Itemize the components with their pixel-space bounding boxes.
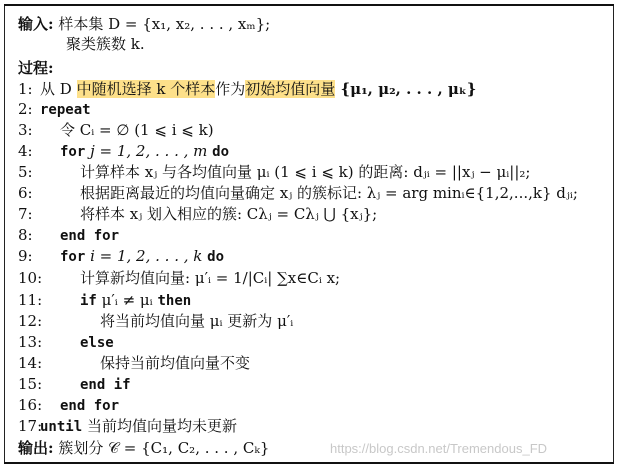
step-text: 计算样本 xⱼ 与各均值向量 μᵢ (1 ⩽ i ⩽ k) 的距离: dⱼᵢ = ||xⱼ − μᵢ||₂;	[80, 163, 531, 181]
step-6	[18, 183, 578, 203]
step-text: 将当前均值向量 μᵢ 更新为 μ′ᵢ	[100, 312, 294, 330]
keyword: end for	[60, 398, 120, 414]
step-13	[18, 332, 114, 353]
process-line	[18, 58, 54, 78]
step-5	[18, 162, 530, 182]
step-text: μ′ᵢ ≠ μᵢ	[101, 291, 153, 309]
keyword: for	[60, 249, 86, 265]
step-8	[18, 225, 119, 246]
line-number: 4:	[18, 142, 33, 160]
line-number: 10:	[18, 269, 43, 287]
highlight-1: 中随机选择 k 个样本	[76, 80, 216, 98]
step-text: 作为	[215, 80, 246, 98]
input-label: 输入:	[18, 15, 54, 33]
step-2	[18, 99, 91, 120]
line-number: 12:	[18, 312, 43, 330]
keyword: for	[60, 144, 86, 160]
step-text: 从 D	[40, 80, 77, 98]
line-number: 9:	[18, 247, 33, 265]
keyword: end if	[80, 377, 131, 393]
highlight-2: 初始均值向量	[245, 80, 336, 98]
step-12	[18, 311, 293, 331]
input-line	[18, 14, 270, 34]
line-number: 14:	[18, 354, 43, 372]
step-text: 计算新均值向量: μ′ᵢ = 1/|Cᵢ| ∑x∈Cᵢ x;	[80, 269, 341, 287]
line-number: 17:	[18, 417, 43, 435]
step-text: 当前均值向量均未更新	[86, 417, 237, 435]
bottom-rule	[4, 462, 614, 464]
step-11	[18, 290, 191, 311]
top-rule	[4, 4, 614, 6]
keyword: do	[212, 144, 230, 160]
line-number: 15:	[18, 375, 43, 393]
output-label: 输出:	[18, 439, 54, 457]
keyword: then	[157, 293, 192, 309]
line-number: 8:	[18, 226, 33, 244]
line-number: 7:	[18, 205, 33, 223]
step-4	[18, 141, 229, 162]
keyword: if	[80, 293, 97, 309]
line-number: 6:	[18, 184, 33, 202]
input-line-2	[66, 34, 145, 54]
keyword: repeat	[40, 102, 91, 118]
keyword: else	[80, 335, 114, 351]
input-text: 样本集 D = {x₁, x₂, . . . , xₘ};	[58, 15, 271, 33]
step-15	[18, 374, 131, 395]
step-text: 将样本 xⱼ 划入相应的簇: Cλⱼ = Cλⱼ ⋃ {xⱼ};	[80, 205, 378, 223]
watermark: https://blog.csdn.net/Tremendous_FD	[330, 441, 548, 456]
step-3	[18, 120, 214, 140]
step-10	[18, 268, 340, 288]
step-16	[18, 395, 119, 416]
line-number: 16:	[18, 396, 43, 414]
step-text: 根据距离最近的均值向量确定 xⱼ 的簇标记: λⱼ = arg minᵢ∈{1,2,...,k} dⱼᵢ;	[80, 184, 578, 202]
step-text: 令 Cᵢ = ∅ (1 ⩽ i ⩽ k)	[60, 121, 214, 139]
line-number: 2:	[18, 100, 33, 118]
line-number: 5:	[18, 163, 33, 181]
keyword: until	[40, 419, 83, 435]
process-label: 过程:	[18, 59, 54, 77]
step-17	[18, 416, 237, 437]
input-text-2: 聚类簇数 k.	[66, 35, 145, 53]
keyword: do	[207, 249, 225, 265]
step-text: {μ₁, μ₂, . . . , μₖ}	[335, 80, 477, 98]
step-1	[18, 79, 476, 99]
step-text: j = 1, 2, . . . , m	[90, 142, 208, 160]
keyword: end for	[60, 228, 120, 244]
step-text: 保持当前均值向量不变	[100, 354, 251, 372]
step-text: i = 1, 2, . . . , k	[90, 247, 203, 265]
output-text: 簇划分 𝒞 = {C₁, C₂, . . . , Cₖ}	[58, 439, 270, 457]
line-number: 11:	[18, 291, 43, 309]
step-9	[18, 246, 224, 267]
line-number: 13:	[18, 333, 43, 351]
line-number: 3:	[18, 121, 33, 139]
output-line	[18, 438, 269, 458]
step-14	[18, 353, 250, 373]
line-number: 1:	[18, 80, 33, 98]
step-7	[18, 204, 377, 224]
